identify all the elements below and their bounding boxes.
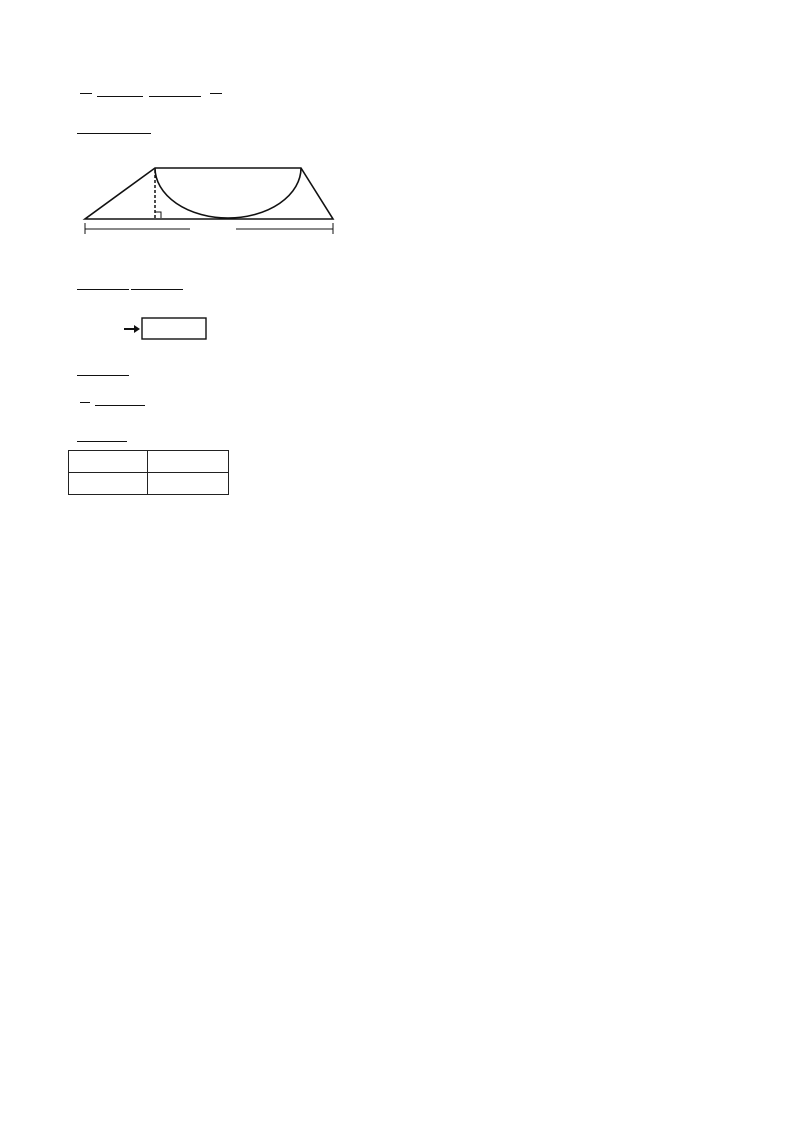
approx-rectangle — [142, 318, 206, 339]
score-field[interactable] — [148, 473, 229, 495]
question-19-line2 — [76, 393, 146, 411]
score-table — [68, 450, 229, 495]
question-19 — [76, 363, 130, 381]
reviewer-field[interactable] — [148, 451, 229, 473]
fraction — [80, 402, 90, 403]
hundred-grid-1[interactable] — [78, 553, 212, 687]
hundred-grid-2[interactable] — [78, 724, 212, 858]
score-label — [69, 473, 148, 495]
answer-blank[interactable] — [77, 429, 127, 442]
answer-blank[interactable] — [77, 363, 129, 376]
arrow-icon — [124, 325, 140, 333]
question-20 — [76, 429, 128, 447]
circle-to-rectangle-figure — [0, 0, 794, 350]
answer-blank[interactable] — [95, 393, 145, 406]
hundred-grid-3[interactable] — [78, 894, 212, 1028]
reviewer-label — [69, 451, 148, 473]
